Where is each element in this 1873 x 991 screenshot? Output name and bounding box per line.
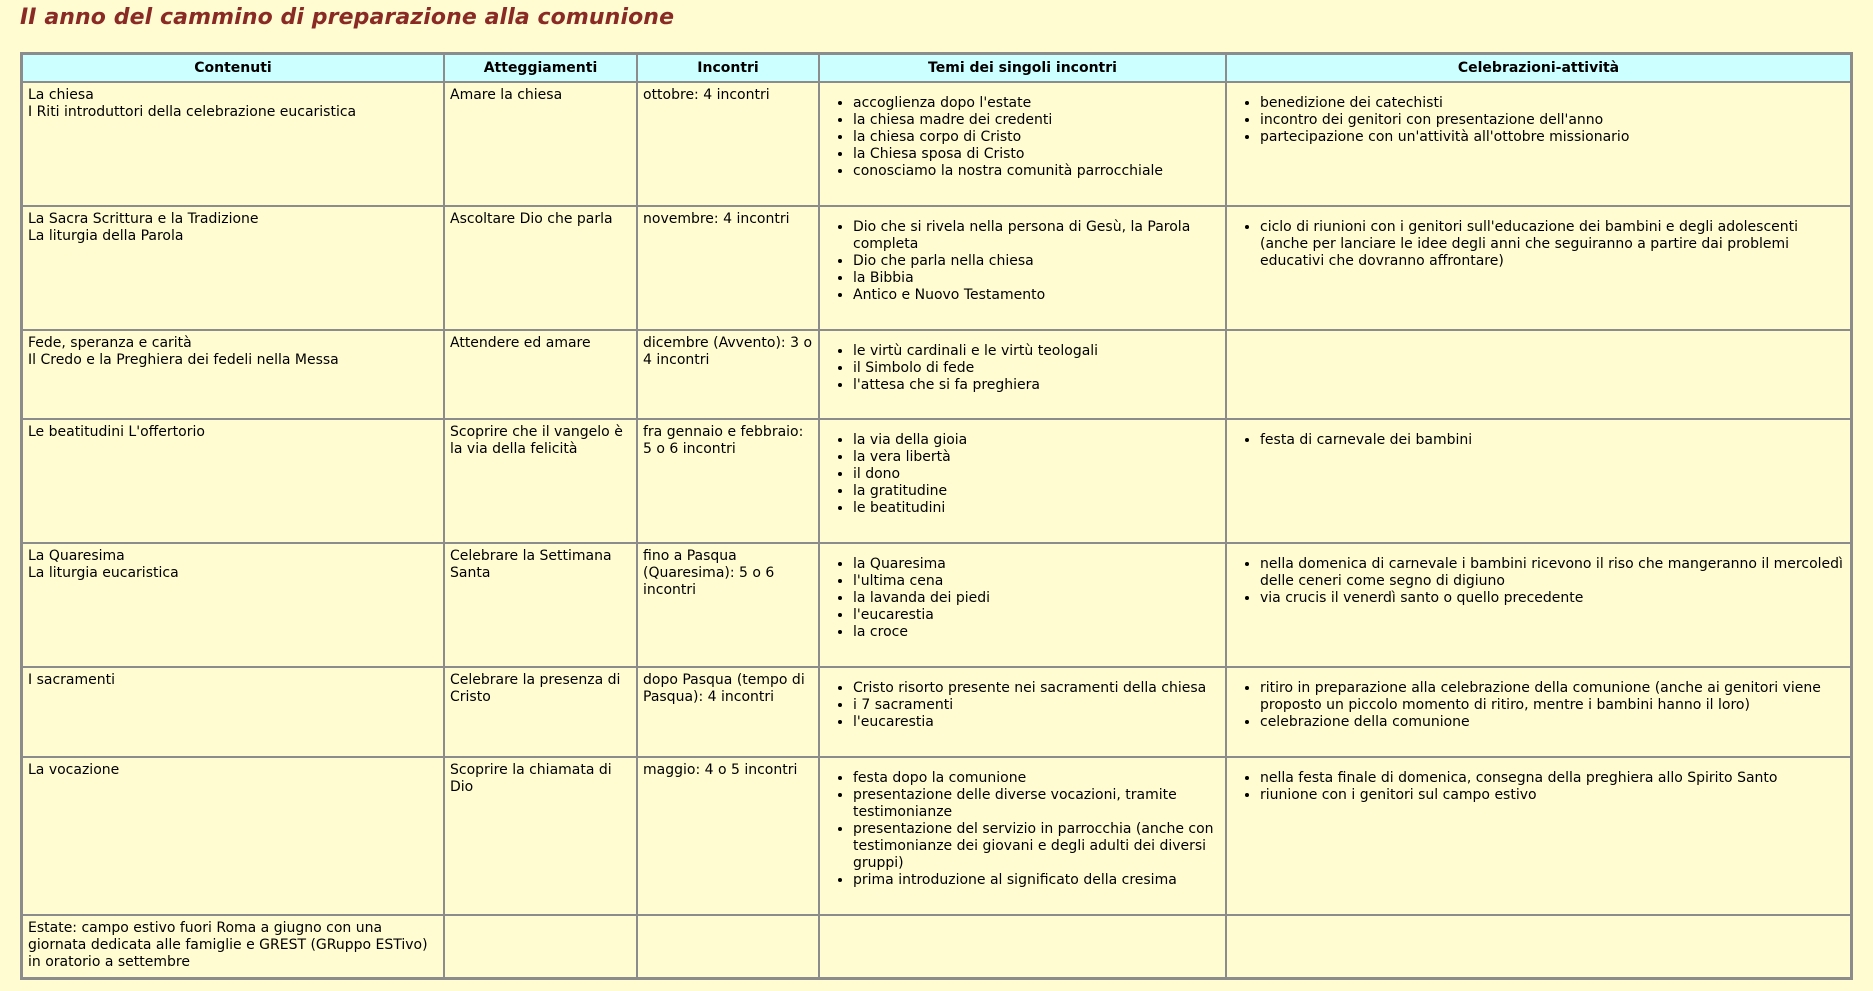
cell-atteggiamenti: Celebrare la presenza di Cristo: [444, 667, 637, 757]
list-item: • la chiesa corpo di Cristo: [853, 129, 1220, 146]
cell-incontri: fino a Pasqua (Quaresima): 5 o 6 incontri: [637, 543, 819, 667]
list-item: • la Bibbia: [853, 270, 1220, 287]
cell-atteggiamenti: Ascoltare Dio che parla: [444, 206, 637, 330]
celebrazioni-list: [1232, 95, 1845, 146]
list-item: • la Quaresima: [853, 556, 1220, 573]
contenuti-line: La chiesa: [28, 87, 94, 103]
list-item: • nella domenica di carnevale i bambini ricevono il riso che mangeranno il mercoledì delle ceneri come segno di digiuno: [1260, 556, 1845, 590]
list-item: • accoglienza dopo l'estate: [853, 95, 1220, 112]
temi-list: [825, 770, 1220, 889]
temi-list: [825, 95, 1220, 180]
cell-incontri: novembre: 4 incontri: [637, 206, 819, 330]
cell-contenuti: [22, 419, 444, 543]
cell-contenuti: [22, 757, 444, 915]
table-row: [22, 82, 1851, 206]
cell-contenuti: [22, 915, 444, 978]
cell-temi: [819, 419, 1226, 543]
list-item: • il dono: [853, 466, 1220, 483]
cell-temi: [819, 82, 1226, 206]
cell-celebrazioni: [1226, 82, 1851, 206]
cell-atteggiamenti: Amare la chiesa: [444, 82, 637, 206]
list-item: • ciclo di riunioni con i genitori sull'educazione dei bambini e degli adolescenti (anche per lanciare le idee degli anni che seguiranno a partire dai problemi educativi che dovranno affrontare): [1260, 219, 1845, 270]
contenuti-line: Le beatitudini L'offertorio: [28, 424, 205, 440]
list-item: • la croce: [853, 624, 1220, 641]
celebrazioni-list: [1232, 680, 1845, 731]
cell-incontri: ottobre: 4 incontri: [637, 82, 819, 206]
list-item: • la gratitudine: [853, 483, 1220, 500]
list-item: • celebrazione della comunione: [1260, 714, 1845, 731]
contenuti-line: La vocazione: [28, 762, 120, 778]
list-item: • l'attesa che si fa preghiera: [853, 377, 1220, 394]
table-row: [22, 915, 1851, 978]
header-incontri: Incontri: [637, 54, 819, 82]
cell-contenuti: [22, 82, 444, 206]
list-item: • festa dopo la comunione: [853, 770, 1220, 787]
table-row: [22, 330, 1851, 419]
table-row: [22, 206, 1851, 330]
temi-list: [825, 556, 1220, 641]
celebrazioni-list: [1232, 219, 1845, 270]
contenuti-line: La liturgia eucaristica: [28, 565, 179, 581]
cell-atteggiamenti: Celebrare la Settimana Santa: [444, 543, 637, 667]
list-item: • via crucis il venerdì santo o quello precedente: [1260, 590, 1845, 607]
list-item: • benedizione dei catechisti: [1260, 95, 1845, 112]
cell-celebrazioni: [1226, 206, 1851, 330]
list-item: • nella festa finale di domenica, consegna della preghiera allo Spirito Santo: [1260, 770, 1845, 787]
list-item: • l'eucarestia: [853, 714, 1220, 731]
contenuti-line: I sacramenti: [28, 672, 115, 688]
list-item: • presentazione delle diverse vocazioni, tramite testimonianze: [853, 787, 1220, 821]
contenuti-line: Estate: campo estivo fuori Roma a giugno con una giornata dedicata alle famiglie e GREST (GRuppo ESTivo) in oratorio a settembre: [28, 920, 428, 970]
contenuti-line: Fede, speranza e carità: [28, 335, 192, 351]
list-item: • Antico e Nuovo Testamento: [853, 287, 1220, 304]
header-row: [22, 54, 1851, 82]
cell-celebrazioni: [1226, 667, 1851, 757]
list-item: • l'ultima cena: [853, 573, 1220, 590]
list-item: • la chiesa madre dei credenti: [853, 112, 1220, 129]
celebrazioni-list: [1232, 432, 1845, 449]
cell-celebrazioni: [1226, 543, 1851, 667]
table-row: [22, 757, 1851, 915]
cell-atteggiamenti: Attendere ed amare: [444, 330, 637, 419]
temi-list: [825, 680, 1220, 731]
cell-temi: [819, 206, 1226, 330]
list-item: • Dio che parla nella chiesa: [853, 253, 1220, 270]
contenuti-line: Il Credo e la Preghiera dei fedeli nella Messa: [28, 352, 339, 368]
table-row: [22, 667, 1851, 757]
contenuti-line: La Sacra Scrittura e la Tradizione: [28, 211, 259, 227]
list-item: • le virtù cardinali e le virtù teologali: [853, 343, 1220, 360]
list-item: • prima introduzione al significato della cresima: [853, 872, 1220, 889]
cell-temi: [819, 667, 1226, 757]
programma-table: [20, 52, 1853, 980]
cell-temi: [819, 757, 1226, 915]
cell-celebrazioni: [1226, 915, 1851, 978]
contenuti-line: La liturgia della Parola: [28, 228, 184, 244]
cell-contenuti: [22, 330, 444, 419]
cell-incontri: dicembre (Avvento): 3 o 4 incontri: [637, 330, 819, 419]
list-item: • la Chiesa sposa di Cristo: [853, 146, 1220, 163]
list-item: • Cristo risorto presente nei sacramenti della chiesa: [853, 680, 1220, 697]
list-item: • l'eucarestia: [853, 607, 1220, 624]
list-item: • Dio che si rivela nella persona di Gesù, la Parola completa: [853, 219, 1220, 253]
list-item: • la via della gioia: [853, 432, 1220, 449]
temi-list: [825, 219, 1220, 304]
list-item: • la vera libertà: [853, 449, 1220, 466]
list-item: • riunione con i genitori sul campo estivo: [1260, 787, 1845, 804]
cell-celebrazioni: [1226, 330, 1851, 419]
cell-celebrazioni: [1226, 757, 1851, 915]
contenuti-line: I Riti introduttori della celebrazione eucaristica: [28, 104, 357, 120]
cell-incontri: maggio: 4 o 5 incontri: [637, 757, 819, 915]
cell-atteggiamenti: Scoprire la chiamata di Dio: [444, 757, 637, 915]
header-atteggiamenti: Atteggiamenti: [444, 54, 637, 82]
cell-contenuti: [22, 543, 444, 667]
list-item: • ritiro in preparazione alla celebrazione della comunione (anche ai genitori viene proposto un piccolo momento di ritiro, mentre i bambini hanno il loro): [1260, 680, 1845, 714]
cell-incontri: dopo Pasqua (tempo di Pasqua): 4 incontri: [637, 667, 819, 757]
header-contenuti: Contenuti: [22, 54, 444, 82]
temi-list: [825, 343, 1220, 394]
celebrazioni-list: [1232, 556, 1845, 607]
list-item: • presentazione del servizio in parrocchia (anche con testimonianze dei giovani e degli adulti dei diversi gruppi): [853, 821, 1220, 872]
list-item: • le beatitudini: [853, 500, 1220, 517]
contenuti-line: La Quaresima: [28, 548, 125, 564]
list-item: • incontro dei genitori con presentazione dell'anno: [1260, 112, 1845, 129]
table-row: [22, 419, 1851, 543]
cell-temi: [819, 915, 1226, 978]
list-item: • i 7 sacramenti: [853, 697, 1220, 714]
cell-incontri: [637, 915, 819, 978]
table-body: [22, 82, 1851, 978]
cell-contenuti: [22, 667, 444, 757]
list-item: • festa di carnevale dei bambini: [1260, 432, 1845, 449]
cell-atteggiamenti: Scoprire che il vangelo è la via della felicità: [444, 419, 637, 543]
page-title: II anno del cammino di preparazione alla comunione: [20, 5, 675, 30]
cell-temi: [819, 543, 1226, 667]
cell-atteggiamenti: [444, 915, 637, 978]
list-item: • partecipazione con un'attività all'ottobre missionario: [1260, 129, 1845, 146]
cell-temi: [819, 330, 1226, 419]
list-item: • il Simbolo di fede: [853, 360, 1220, 377]
celebrazioni-list: [1232, 770, 1845, 804]
cell-celebrazioni: [1226, 419, 1851, 543]
cell-contenuti: [22, 206, 444, 330]
temi-list: [825, 432, 1220, 517]
cell-incontri: fra gennaio e febbraio: 5 o 6 incontri: [637, 419, 819, 543]
header-celebrazioni: Celebrazioni-attività: [1226, 54, 1851, 82]
table-row: [22, 543, 1851, 667]
list-item: • conosciamo la nostra comunità parrocchiale: [853, 163, 1220, 180]
header-temi: Temi dei singoli incontri: [819, 54, 1226, 82]
list-item: • la lavanda dei piedi: [853, 590, 1220, 607]
